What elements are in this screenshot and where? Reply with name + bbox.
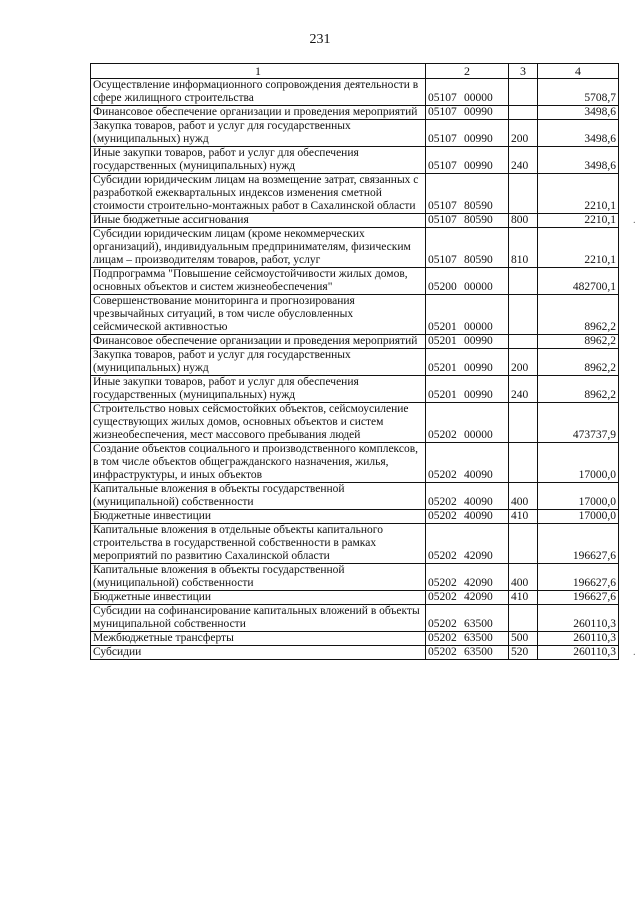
row-amount: 3498,6 xyxy=(538,147,619,174)
table-row xyxy=(91,349,619,376)
row-amount: 482700,1 xyxy=(538,268,619,295)
row-code xyxy=(426,443,509,483)
row-name: Финансовое обеспечение организации и проведения мероприятий xyxy=(91,335,426,349)
row-code-direction: 40090 xyxy=(464,496,493,508)
row-amount: 260110,3 xyxy=(538,605,619,632)
row-code-direction: 42090 xyxy=(464,591,493,603)
row-code-direction: 00990 xyxy=(464,160,493,172)
row-code-direction: 00000 xyxy=(464,429,493,441)
row-code-program: 05202 xyxy=(428,496,457,508)
row-code-direction: 42090 xyxy=(464,550,493,562)
row-code xyxy=(426,376,509,403)
row-code-direction: 00000 xyxy=(464,321,493,333)
row-code xyxy=(426,510,509,524)
row-name: Субсидии на софинансирование капитальных вложений в объекты муниципальной собственности xyxy=(91,605,426,632)
row-expense-type: 520 xyxy=(509,646,538,660)
table-row xyxy=(91,483,619,510)
row-code-program: 05201 xyxy=(428,389,457,401)
table-row xyxy=(91,443,619,483)
row-expense-type xyxy=(509,403,538,443)
row-name: Создание объектов социального и производственного комплексов, в том числе объектов общегражданского назначения, жилья, инфраструктуры, и иных объектов xyxy=(91,443,426,483)
row-expense-type xyxy=(509,605,538,632)
row-code xyxy=(426,403,509,443)
row-name: Подпрограмма "Повышение сейсмоустойчивости жилых домов, основных объектов и систем жизнеобеспечения" xyxy=(91,268,426,295)
row-code-direction: 00990 xyxy=(464,335,493,347)
row-name: Бюджетные инвестиции xyxy=(91,510,426,524)
row-amount: 2210,1 xyxy=(538,174,619,214)
table-row xyxy=(91,632,619,646)
row-amount: 8962,2 xyxy=(538,335,619,349)
table-row xyxy=(91,228,619,268)
row-code-program: 05202 xyxy=(428,510,457,522)
row-code-program: 05200 xyxy=(428,281,457,293)
row-expense-type: 410 xyxy=(509,591,538,605)
table-row xyxy=(91,120,619,147)
row-code-program: 05202 xyxy=(428,646,457,658)
row-code-direction: 40090 xyxy=(464,469,493,481)
row-code-program: 05107 xyxy=(428,133,457,145)
row-code-program: 05201 xyxy=(428,321,457,333)
row-code-program: 05107 xyxy=(428,106,457,118)
row-expense-type xyxy=(509,443,538,483)
column-header-type: 3 xyxy=(509,64,538,79)
row-amount: 17000,0 xyxy=(538,443,619,483)
row-code-direction: 40090 xyxy=(464,510,493,522)
row-code-direction: 42090 xyxy=(464,577,493,589)
row-name: Капитальные вложения в отдельные объекты капитального строительства в государственной собственности в рамках мероприятий по развитию Сахалинской области xyxy=(91,524,426,564)
row-code xyxy=(426,228,509,268)
row-code-direction: 63500 xyxy=(464,618,493,630)
row-code-direction: 00000 xyxy=(464,281,493,293)
row-code xyxy=(426,646,509,660)
page-number: 231 xyxy=(309,32,331,47)
row-amount: 473737,9 xyxy=(538,403,619,443)
row-code-program: 05202 xyxy=(428,591,457,603)
row-name: Субсидии xyxy=(91,646,426,660)
row-expense-type: 500 xyxy=(509,632,538,646)
row-code xyxy=(426,564,509,591)
row-expense-type: 240 xyxy=(509,376,538,403)
table-row xyxy=(91,79,619,106)
row-code-program: 05202 xyxy=(428,632,457,644)
table-row xyxy=(91,524,619,564)
row-amount: 17000,0 xyxy=(538,510,619,524)
column-header-name: 1 xyxy=(91,64,426,79)
row-code xyxy=(426,632,509,646)
row-expense-type: 810 xyxy=(509,228,538,268)
row-code-direction: 00990 xyxy=(464,389,493,401)
table-row xyxy=(91,174,619,214)
row-amount: 5708,7 xyxy=(538,79,619,106)
row-name: Иные бюджетные ассигнования xyxy=(91,214,426,228)
row-expense-type xyxy=(509,524,538,564)
row-amount: 17000,0 xyxy=(538,483,619,510)
budget-table xyxy=(90,63,619,660)
row-code-program: 05201 xyxy=(428,335,457,347)
row-code-program: 05107 xyxy=(428,92,457,104)
table-row xyxy=(91,510,619,524)
table-row xyxy=(91,335,619,349)
row-code xyxy=(426,268,509,295)
row-name: Бюджетные инвестиции xyxy=(91,591,426,605)
row-expense-type xyxy=(509,335,538,349)
row-code-direction: 80590 xyxy=(464,214,493,226)
row-code xyxy=(426,106,509,120)
row-code-direction: 00990 xyxy=(464,362,493,374)
row-code-program: 05107 xyxy=(428,160,457,172)
row-expense-type xyxy=(509,106,538,120)
row-name: Строительство новых сейсмостойких объектов, сейсмоусиление существующих жилых домов, основных объектов и систем жизнеобеспечения, мест массового пребывания людей xyxy=(91,403,426,443)
table-row xyxy=(91,646,619,660)
row-code xyxy=(426,335,509,349)
row-expense-type: 400 xyxy=(509,483,538,510)
row-code xyxy=(426,214,509,228)
row-expense-type xyxy=(509,174,538,214)
row-code-direction: 63500 xyxy=(464,632,493,644)
row-expense-type: 240 xyxy=(509,147,538,174)
row-amount: 2210,1 xyxy=(538,214,619,228)
row-code-program: 05202 xyxy=(428,550,457,562)
table-row xyxy=(91,403,619,443)
row-name: Иные закупки товаров, работ и услуг для обеспечения государственных (муниципальных) нужд xyxy=(91,147,426,174)
margin-mark: · xyxy=(632,218,636,229)
row-expense-type: 400 xyxy=(509,564,538,591)
table-row xyxy=(91,147,619,174)
row-name: Закупка товаров, работ и услуг для государственных (муниципальных) нужд xyxy=(91,120,426,147)
row-expense-type: 200 xyxy=(509,349,538,376)
row-name: Осуществление информационного сопровождения деятельности в сфере жилищного строительства xyxy=(91,79,426,106)
row-code-program: 05202 xyxy=(428,618,457,630)
row-code-direction: 00990 xyxy=(464,106,493,118)
row-code xyxy=(426,79,509,106)
row-code-direction: 80590 xyxy=(464,200,493,212)
row-amount: 8962,2 xyxy=(538,295,619,335)
table-row xyxy=(91,605,619,632)
table-row xyxy=(91,591,619,605)
table-row xyxy=(91,268,619,295)
table-row xyxy=(91,376,619,403)
table-row xyxy=(91,295,619,335)
row-code-program: 05107 xyxy=(428,214,457,226)
row-code-program: 05107 xyxy=(428,254,457,266)
row-code xyxy=(426,483,509,510)
table-row xyxy=(91,214,619,228)
row-name: Субсидии юридическим лицам на возмещение затрат, связанных с разработкой ежеквартальных индексов изменения сметной стоимости строительно-монтажных работ в Сахалинской области xyxy=(91,174,426,214)
row-expense-type xyxy=(509,295,538,335)
row-name: Закупка товаров, работ и услуг для государственных (муниципальных) нужд xyxy=(91,349,426,376)
row-code-program: 05202 xyxy=(428,429,457,441)
row-code xyxy=(426,120,509,147)
row-name: Межбюджетные трансферты xyxy=(91,632,426,646)
margin-mark: · xyxy=(632,650,636,661)
row-expense-type: 200 xyxy=(509,120,538,147)
row-code xyxy=(426,295,509,335)
row-amount: 8962,2 xyxy=(538,349,619,376)
row-amount: 3498,6 xyxy=(538,120,619,147)
row-amount: 260110,3 xyxy=(538,646,619,660)
row-code xyxy=(426,591,509,605)
row-amount: 8962,2 xyxy=(538,376,619,403)
row-amount: 196627,6 xyxy=(538,524,619,564)
row-code-program: 05202 xyxy=(428,469,457,481)
row-code xyxy=(426,524,509,564)
row-amount: 2210,1 xyxy=(538,228,619,268)
row-code-direction: 80590 xyxy=(464,254,493,266)
row-amount: 260110,3 xyxy=(538,632,619,646)
row-code-direction: 63500 xyxy=(464,646,493,658)
row-name: Совершенствование мониторинга и прогнозирования чрезвычайных ситуаций, в том числе обусловленных сейсмической активностью xyxy=(91,295,426,335)
table-header-row xyxy=(91,64,619,79)
row-code xyxy=(426,605,509,632)
column-header-code: 2 xyxy=(426,64,509,79)
row-code-program: 05201 xyxy=(428,362,457,374)
row-name: Капитальные вложения в объекты государственной (муниципальной) собственности xyxy=(91,483,426,510)
row-amount: 196627,6 xyxy=(538,591,619,605)
row-code xyxy=(426,147,509,174)
row-code xyxy=(426,174,509,214)
row-expense-type xyxy=(509,268,538,295)
row-expense-type: 800 xyxy=(509,214,538,228)
column-header-amount: 4 xyxy=(538,64,619,79)
row-name: Иные закупки товаров, работ и услуг для обеспечения государственных (муниципальных) нужд xyxy=(91,376,426,403)
table-row xyxy=(91,106,619,120)
row-amount: 3498,6 xyxy=(538,106,619,120)
row-expense-type: 410 xyxy=(509,510,538,524)
row-code-program: 05107 xyxy=(428,200,457,212)
row-code-program: 05202 xyxy=(428,577,457,589)
row-code-direction: 00000 xyxy=(464,92,493,104)
row-name: Финансовое обеспечение организации и проведения мероприятий xyxy=(91,106,426,120)
table-row xyxy=(91,564,619,591)
row-name: Субсидии юридическим лицам (кроме некоммерческих организаций), индивидуальным предпринимателям, физическим лицам – производителям товаров, работ, услуг xyxy=(91,228,426,268)
row-name: Капитальные вложения в объекты государственной (муниципальной) собственности xyxy=(91,564,426,591)
row-code-direction: 00990 xyxy=(464,133,493,145)
row-expense-type xyxy=(509,79,538,106)
row-code xyxy=(426,349,509,376)
row-amount: 196627,6 xyxy=(538,564,619,591)
